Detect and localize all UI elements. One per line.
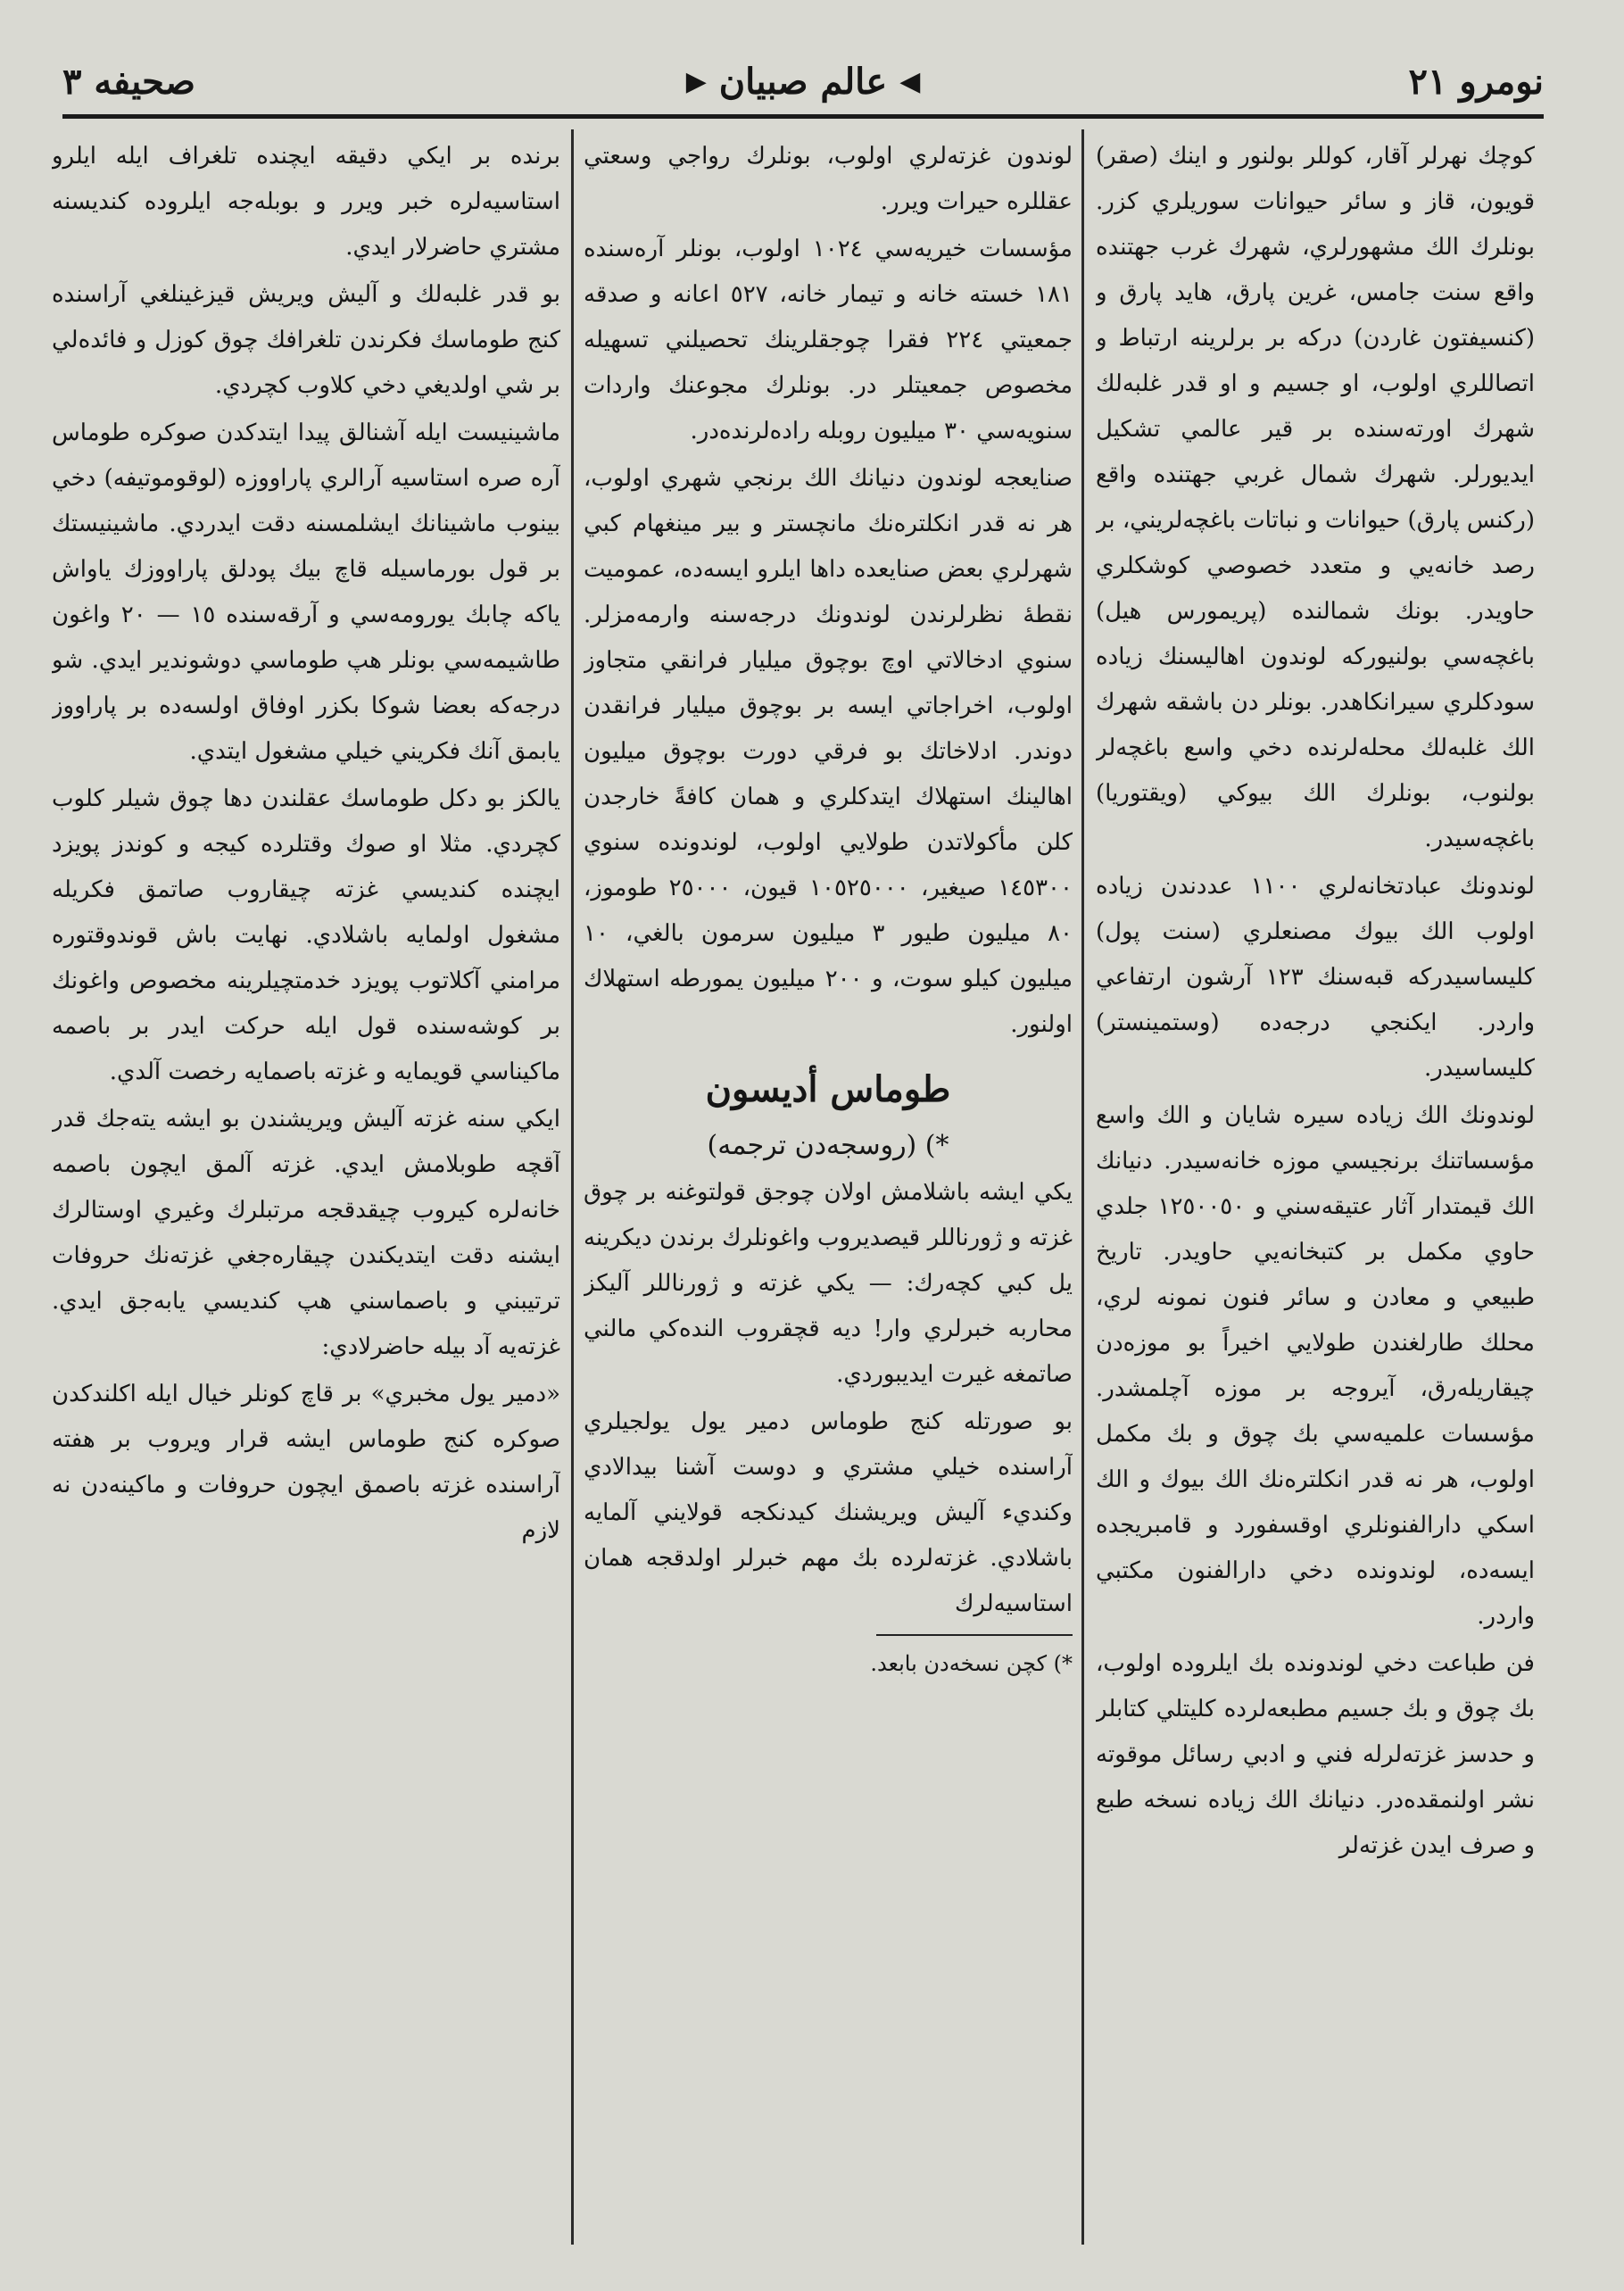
column-divider [1081, 129, 1084, 2245]
page-number: صحیفه ٣ [62, 61, 195, 103]
column-left [52, 134, 560, 2240]
paragraph: ايكي سنه غزته آليش ويريشندن بو ايشه يته‌جك قدر آقچه طوبلامش ايدي. غزته آلمق ايچون باصمه خانه‌لره كيروب چيقدقجه مرتبلرك وغيري اوستالرك ايشنه دقت ايتديكندن چيقاره‌جغي غزته‌نك حروفات ترتيبني و باصماسني هپ كنديسي يابه‌جق ايدي. غزته‌يه آد بيله حاضرلادي: [52, 1106, 560, 1360]
paragraph: برنده بر ايكي دقيقه ايچنده تلغراف ايله ايلرو استاسيه‌لره خبر ويرر و بوبله‌جه ايلروده كنديسنه مشتري حاضرلار ايدي. [52, 143, 560, 261]
paragraph: بو قدر غلبه‌لك و آليش ويريش قيزغينلغي آراسنده كنج طوماسك فكرندن تلغرافك چوق كوزل و فائده‌لي بر شي اولديغي دخي كلاوب كچردي. [52, 281, 560, 399]
masthead [686, 61, 921, 103]
masthead-title: عالم صبیان [718, 61, 888, 103]
ornament-right-icon: ▶ [685, 66, 707, 97]
paragraph: لوندون غزته‌لري اولوب، بونلرك رواجي وسعتي عقللره حيرات ويرر. [584, 143, 1073, 215]
paragraph: بو صورتله كنج طوماس دمير يول يولجيلري آراسنده خيلي مشتري و دوست آشنا بيدالادي وكنديء آليش ويريشنك كيدنكجه قولايني آلمايه باشلادي. غزته‌لرده بك مهم خبرلر اولدقجه همان استاسيه‌لرك [584, 1408, 1073, 1617]
paragraph: كوچك نهرلر آقار، كوللر بولنور و اينك (صقر) قويون، قاز و سائر حيوانات سوريلري كزر. بونلرك الك مشهورلري، شهرك غرب جهتنده واقع سنت جامس، غرين پارق، هايد پارق و (كنسيفتون غاردن) دركه بر برلرينه ارتباط و اتصاللري اولوب، او جسيم و او قدر غلبه‌لك شهرك اورته‌سنده بر قير عالمي تشكيل ايديورلر. شهرك شمال غربي جهتنده واقع (ركنس پارق) حيوانات و نباتات باغچه‌لريني، بر رصد خانه‌يي و متعدد خصوصي كوشكلري حاويدر. بونك شمالنده (پريمورس هيل) باغچه‌سي بولنيوركه لوندون اهاليسنك زياده سودكلري سيرانكاهدر. بونلر دن باشقه شهرك الك غلبه‌لك محله‌لرنده دخي واسع باغچه‌لر بولنوب، بونلرك الك بيوكي (ويقتوريا) باغچه‌سيدر. [1096, 143, 1535, 852]
paragraph: يالكز بو دكل طوماسك عقلندن دها چوق شيلر كلوب كچردي. مثلا او صوك وقتلرده كيجه و كوندز پويزد ايچنده كنديسي غزته چيقاروب صاتمق فكريله مشغول اولمايه باشلادي. نهايت باش قوندوقتوره مرامني آكلاتوب پويزد خدمتچيلرينه مخصوص واغونك بر كوشه‌سنده قول ايله حركت ايدر بر باصمه ماكيناسي قويمايه و غزته باصمايه رخصت آلدي. [52, 785, 560, 1085]
paragraph: ماشينيست ايله آشنالق پيدا ايتدكدن صوكره طوماس آره صره استاسيه آرالري پاراووزه (لوقوموتيفه) دخي بينوب ماشينانك ايشلمسنه دقت ايدردي. ماشينيستك بر قول بورماسيله قاچ بيك پودلق پاراووزك ياواش ياكه چابك يورومه‌سي و آرقه‌سنده ١٥ — ٢٠ واغون طاشيمه‌سي بونلر هپ طوماسي دوشوندير ايدي. شو درجه‌كه بعضا شوكا بكزر اوفاق اولسه‌ده بر پاراووز يابمق آنك فكريني خيلي مشغول ايتدي. [52, 419, 560, 765]
column-middle [584, 134, 1073, 2240]
paragraph: لوندونك الك زياده سيره شايان و الك واسع مؤسساتنك برنجيسي موزه خانه‌سيدر. دنيانك الك قيمتدار آثار عتيقه‌سني و ١٢٥٠٠٥٠ جلدي حاوي مكمل بر كتبخانه‌يي حاويدر. تاريخ طبيعي و معادن و سائر فنون نمونه لري، محلك طارلغندن طولايي اخيراً بو موزه‌دن چيقاريله‌رق، آيروجه بر موزه آچلمشدر. مؤسسات علميه‌سي بك چوق و بك مكمل اولوب، هر نه قدر انكلتره‌نك الك بيوك و الك اسكي دارالفنونلري اوقسفورد و قامبريجده ايسه‌ده، لوندونده دخي دارالفنون مكتبي واردر. [1096, 1102, 1535, 1630]
paragraph: يكي ايشه باشلامش اولان چوجق قولتوغنه بر چوق غزته و ژورناللر قيصديروب واغونلرك برندن ديكرينه يل كبي كچه‌رك: — يكي غزته و ژورناللر آليكز محاربه خبرلري وار! ديه قچقروب النده‌كي مالني صاتمغه غيرت ايديبوردي. [584, 1179, 1073, 1388]
article-subtitle: *) (روسجه‌دن ترجمه) [707, 1130, 949, 1161]
footnote: *) كچن نسخه‌دن بابعد. [870, 1651, 1073, 1676]
ornament-left-icon: ◀ [899, 66, 921, 97]
paragraph: مؤسسات خيريه‌سي ١٠٢٤ اولوب، بونلر آره‌سنده ١٨١ خسته خانه و تيمار خانه، ٥٢٧ اعانه و صدقه جمعيتي ٢٢٤ فقرا چوجقلرينك تحصيلني تسهيله مخصوص جمعيتلر در. بونلرك مجوعنك واردات سنويه‌سي ٣٠ ميليون روبله راده‌لرنده‌در. [584, 236, 1073, 444]
paragraph: صنايعجه لوندون دنيانك الك برنجي شهري اولوب، هر نه قدر انكلتره‌نك مانچستر و بير مينغهام كبي شهرلري بعض صنايعده داها ايلرو ايسه‌ده، عموميت نقطهٔ نظرلرندن لوندونك درجه‌سنه وارمه‌مزلر. سنوي ادخالاتي اوچ بوچوق ميليار فرانقي متجاوز اولوب، اخراجاتي ايسه بر بوچوق ميليار فرانقدن دوندر. ادلاخاتك بو فرقي دورت بوچوق ميليون اهالينك استهلاك ايتدكلري و همان كافةً خارجدن كلن مأكولاتدن طولايي اولوب، لوندونده سنوي ١٤٥٣٠٠ صيغير، ١٠٥٢٥٠٠٠ قيون، ٢٥٠٠٠ طوموز، ٨٠ ميليون طيور ٣ ميليون سرمون بالغي، ١٠ ميليون كيلو سوت، و ٢٠٠ ميليون يمورطه استهلاك اولنور. [584, 465, 1073, 1038]
paragraph: فن طباعت دخي لوندونده بك ايلروده اولوب، بك چوق و بك جسيم مطبعه‌لرده كليتلي كتابلر و حدسز غزته‌لرله فني و ادبي رسائل موقوته نشر اولنمقده‌در. دنيانك الك زياده نسخه طبع و صرف ايدن غزته‌لر [1096, 1650, 1535, 1859]
paragraph: لوندونك عبادتخانه‌لري ١١٠٠ عددندن زياده اولوب الك بيوك مصنعلري (سنت پول) كليساسيدركه قبه‌سنك ١٢٣ آرشون ارتفاعي واردر. ايكنجي درجه‌ده (وستمينستر) كليساسيدر. [1096, 873, 1535, 1082]
page-header [62, 54, 1544, 116]
paragraph: «دمير يول مخبري» بر قاچ كونلر خيال ايله اكلندكدن صوكره كنج طوماس ايشه قرار ويروب بر هفته آراسنده غزته باصمق ايچون حروفات و ماكينه‌دن نه لازم [52, 1381, 560, 1544]
footnote-rule [876, 1634, 1073, 1636]
header-rule [62, 114, 1544, 119]
column-divider [571, 129, 574, 2245]
issue-number: نومرو ٢١ [1408, 61, 1544, 103]
article-title: طوماس أديسون [705, 1068, 951, 1110]
column-right [1096, 134, 1535, 2240]
